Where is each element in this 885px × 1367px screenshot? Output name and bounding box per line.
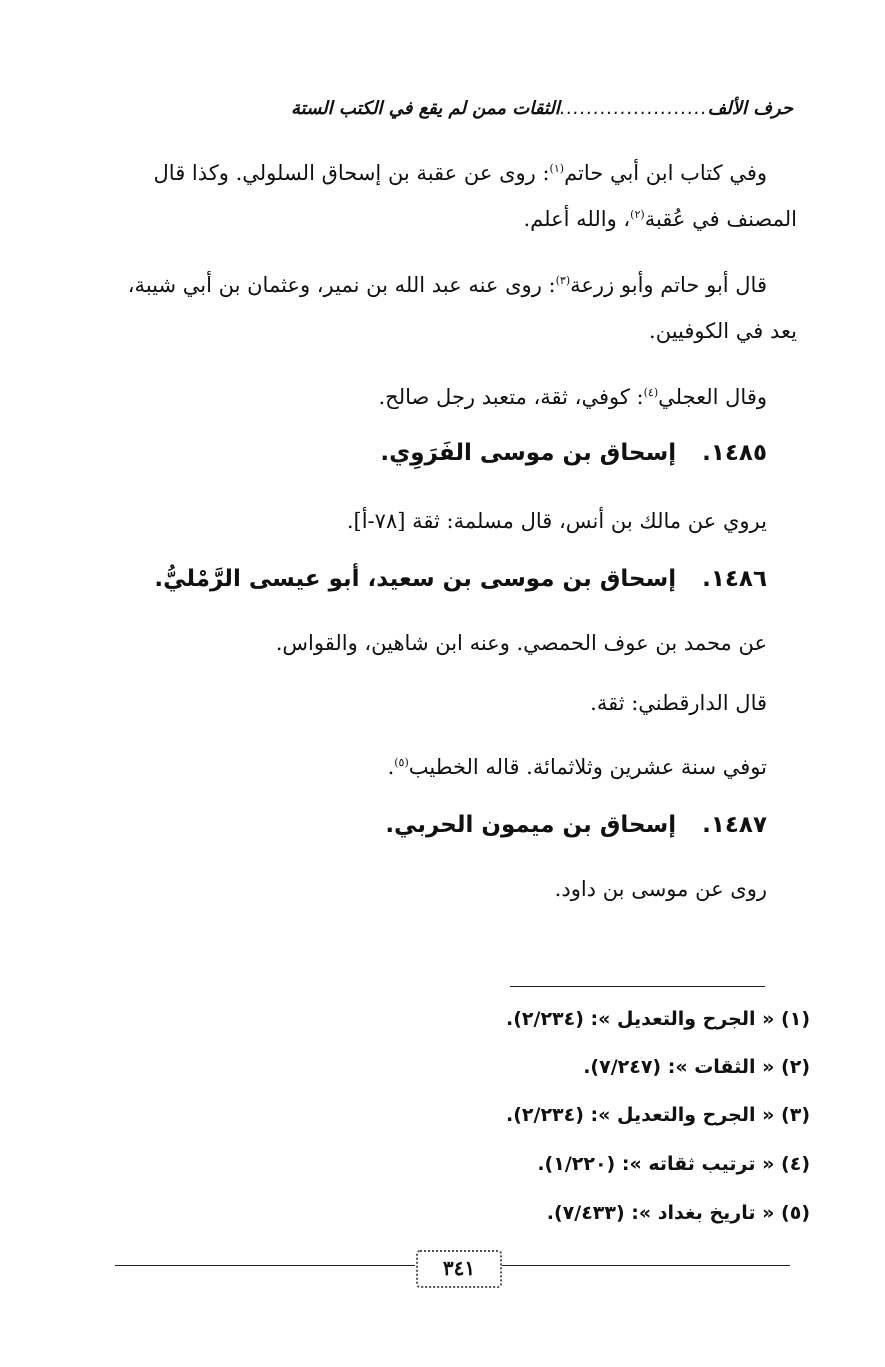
header-book-title: الثقات ممن لم يقع في الكتب الستة [291, 98, 560, 119]
footnote-4: (٤) « ترتيب ثقاته »: (١/٢٢٠). [537, 1153, 810, 1175]
entry-text-1486-b: قال الدارقطني: ثقة. [590, 691, 767, 715]
paragraph-1: وفي كتاب ابن أبي حاتم$^{(١)}$: روى عن عقبة بن إسحاق السلولي. وكذا قال المصنف في عُقبة$^{(٢)}$، والله أعلم. [153, 161, 797, 231]
footnote-3: (٣) « الجرح والتعديل »: (٢/٢٣٤). [506, 1104, 810, 1126]
footnote-separator [510, 986, 765, 987]
footnote-ref-2: (٢) [630, 208, 645, 221]
entry-number: ١٤٨٦. [702, 566, 767, 592]
header-chapter: حرف الألف [707, 98, 793, 119]
header-dots: ...................... [559, 98, 708, 119]
entry-text-1486-a: عن محمد بن عوف الحمصي. وعنه ابن شاهين، والقواس. [275, 631, 767, 655]
entry-heading-1485 [88, 440, 797, 466]
entry-number: ١٤٨٧. [702, 812, 767, 838]
footnote-ref-1: (١) [549, 162, 565, 175]
page-number: ٣٤١ [416, 1250, 502, 1288]
entry-heading-1486 [88, 566, 797, 592]
paragraph-2: قال أبو حاتم وأبو زرعة$^{(٣)}$: روى عنه عبد الله بن نمير، وعثمان بن أبي شيبة، يعد في الكوفيين. [127, 273, 797, 343]
footnote-ref-5: (٥) [394, 756, 409, 769]
paragraph-3: وقال العجلي$^{(٤)}$: كوفي، ثقة، متعبد رجل صالح. [378, 385, 767, 409]
entry-text-1487: روى عن موسى بن داود. [554, 877, 767, 901]
entry-name: إسحاق بن ميمون الحربي. [385, 812, 677, 838]
footnote-ref-3: (٣) [555, 274, 571, 287]
footnote-2: (٢) « الثقات »: (٧/٢٤٧). [583, 1056, 810, 1078]
entry-heading-1487 [88, 812, 797, 838]
bottom-rule-left [115, 1265, 415, 1266]
entry-number: ١٤٨٥. [702, 440, 767, 466]
bottom-rule-right [500, 1265, 790, 1266]
running-header [140, 98, 793, 128]
entry-text-1485: يروي عن مالك بن أنس، قال مسلمة: ثقة [٧٨-أ]. [346, 509, 767, 533]
entry-name: إسحاق بن موسى الفَرَوِي. [380, 440, 677, 466]
footnote-5: (٥) « تاريخ بغداد »: (٧/٤٣٣). [546, 1202, 810, 1224]
entry-name: إسحاق بن موسى بن سعيد، أبو عيسى الرَّمْليُّ. [154, 566, 677, 592]
footnote-1: (١) « الجرح والتعديل »: (٢/٢٣٤). [506, 1008, 810, 1030]
footnote-ref-4: (٤) [643, 386, 659, 399]
entry-text-1486-c: توفي سنة عشرين وثلاثمائة. قاله الخطيب$^{(٥)}$. [387, 755, 767, 779]
